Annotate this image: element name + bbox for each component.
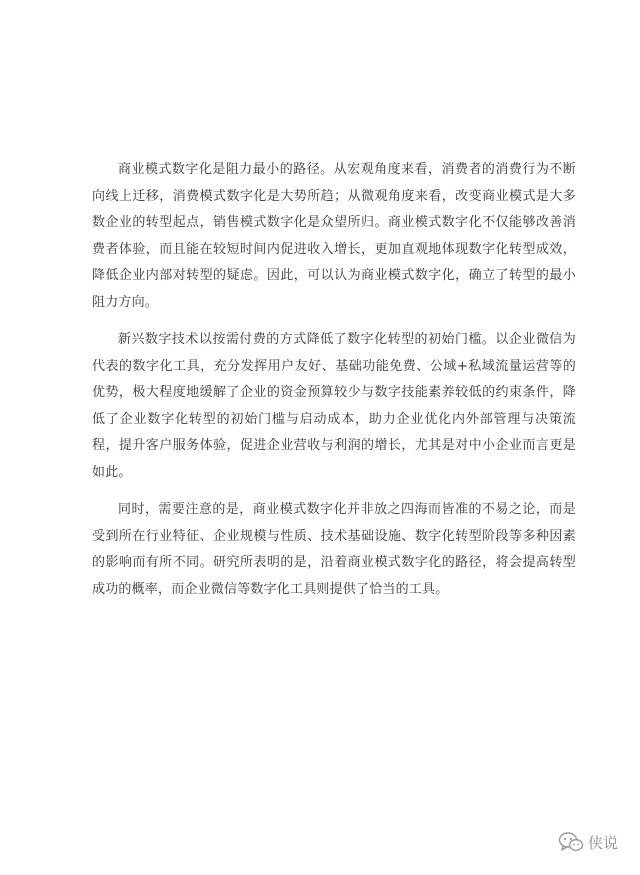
paragraph: 同时，需要注意的是，商业模式数字化并非放之四海而皆准的不易之论，而是受到所在行业特征、企业规模与性质、技术基础设施、数字化转型阶段等多种因素的影响而有所不同。研究所表明的是，沿着商业模式数字化的路径，将会提高转型成功的概率，而企业微信等数字化工具则提供了恰当的工具。 — [92, 502, 576, 597]
wechat-icon — [558, 831, 584, 853]
document-body — [92, 157, 576, 614]
paragraph: 新兴数字技术以按需付费的方式降低了数字化转型的初始门槛。以企业微信为代表的数字化工具，充分发挥用户友好、基础功能免费、公域+私域流量运营等的优势，极大程度地缓解了企业的资金预算较少与数字技能素养较低的约束条件，降低了企业数字化转型的初始门槛与启动成本，助力企业优化内外部管理与决策流程，提升客户服务体验，促进企业营收与利润的增长，尤其是对中小企业而言更是如此。 — [92, 332, 576, 480]
watermark — [558, 831, 618, 853]
watermark-label: 侠说 — [587, 833, 618, 852]
paragraph: 商业模式数字化是阻力最小的路径。从宏观角度来看，消费者的消费行为不断向线上迁移，消费模式数字化是大势所趋；从微观角度来看，改变商业模式是大多数企业的转型起点，销售模式数字化是众望所归。商业模式数字化不仅能够改善消费者体验，而且能在较短时间内促进收入增长，更加直观地体现数字化转型成效，降低企业内部对转型的疑虑。因此，可以认为商业模式数字化，确立了转型的最小阻力方向。 — [92, 162, 576, 310]
